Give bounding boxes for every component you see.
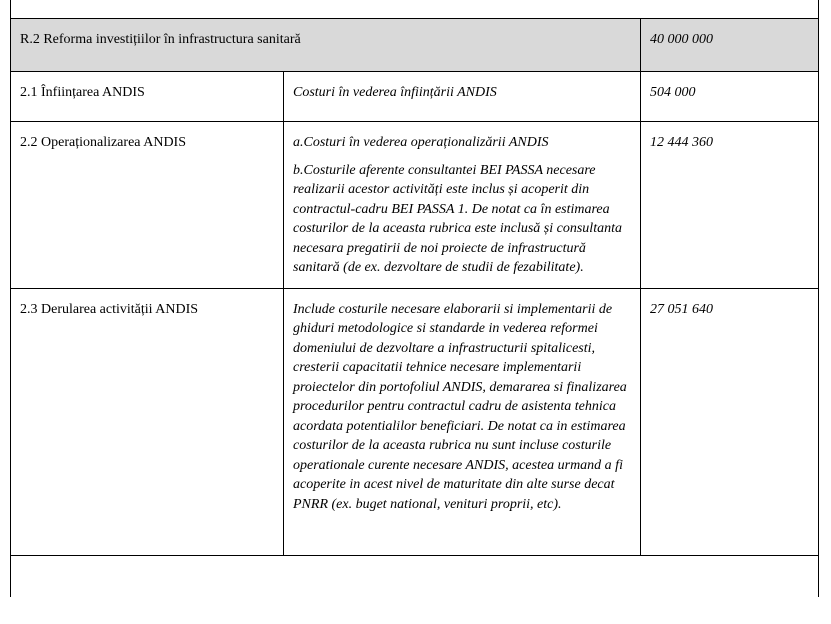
description-cell (284, 288, 641, 555)
table-row (11, 122, 819, 289)
item-cell: 2.1 Înființarea ANDIS (11, 72, 284, 122)
table-row-previous (11, 0, 819, 19)
reform-amount-cell: 40 000 000 (641, 19, 819, 72)
item-cell: 2.2 Operaționalizarea ANDIS (11, 122, 284, 289)
next-cell (11, 555, 819, 597)
reform-label-cell: R.2 Reforma investițiilor în infrastructura sanitară (11, 19, 641, 72)
table-row-next (11, 555, 819, 597)
table-row (11, 288, 819, 555)
budget-table (10, 0, 819, 597)
document-page (10, 0, 818, 624)
amount-cell: 27 051 640 (641, 288, 819, 555)
description-paragraph: Costuri în vederea înființării ANDIS (293, 85, 497, 100)
table-row (11, 72, 819, 122)
description-cell (284, 122, 641, 289)
description-paragraph: a.Costuri în vederea operaționalizării ANDIS (293, 135, 549, 150)
item-cell: 2.3 Derularea activității ANDIS (11, 288, 284, 555)
description-paragraph: Include costurile necesare elaborarii si implementarii de ghiduri metodologice si standarde in vederea reformei domeniului de dezvoltare a infrastructurii spitalicesti, cresterii capacitatii tehnice necesare implementarii proiectelor din portofoliul ANDIS, demararea si finalizarea procedurilor pentru contractul cadru de asistenta tehnica acordata potentialilor beneficiari. De notat ca in estimarea costurilor de la aceasta rubrica nu sunt incluse costurile operationale curente necesare ANDIS, acestea urmand a fi acoperite in acest nivel de maturitate din alte surse decat PNRR (ex. buget national, venituri proprii, etc). (293, 301, 627, 512)
description-paragraph: b.Costurile aferente consultantei BEI PASSA necesare realizarii acestor activități este inclus și acoperit din contractul-cadru BEI PASSA 1. De notat ca în estimarea costurilor de la aceasta rubrica este inclusă și consultanta necesara pregatirii de noi proiecte de infrastructură sanitară (de ex. dezvoltare de studii de fezabilitate). (293, 162, 622, 275)
table-row-reform (11, 19, 819, 72)
amount-cell: 504 000 (641, 72, 819, 122)
description-cell (284, 72, 641, 122)
previous-cell (11, 0, 819, 19)
amount-cell: 12 444 360 (641, 122, 819, 289)
